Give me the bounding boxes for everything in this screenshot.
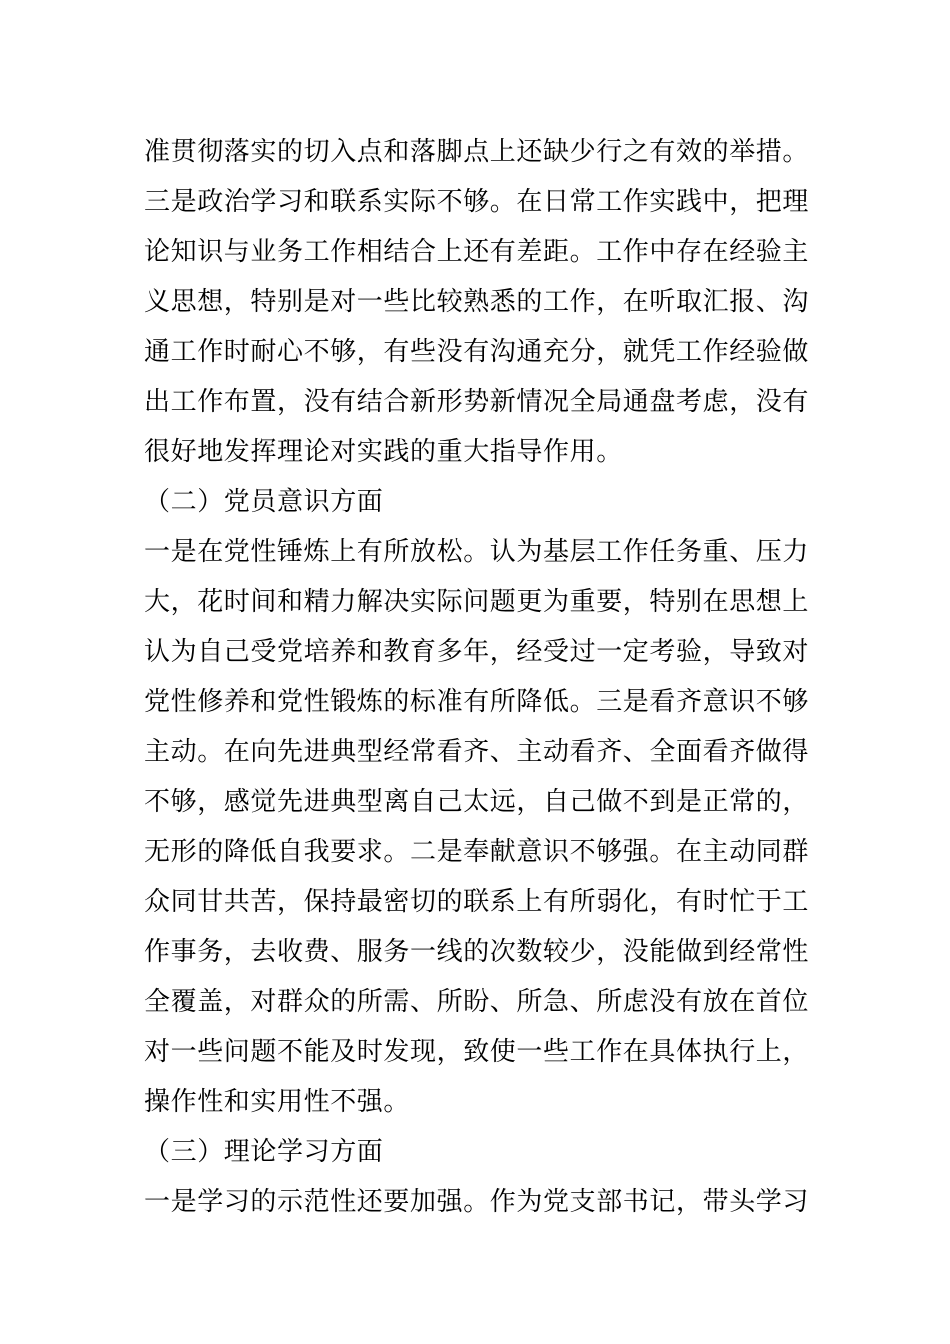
paragraph-line: 三是政治学习和联系实际不够。在日常工作实践中，把理: [144, 187, 810, 217]
paragraph-line: 准贯彻落实的切入点和落脚点上还缺少行之有效的举措。: [144, 137, 810, 167]
paragraph-line: 通工作时耐心不够，有些没有沟通充分，就凭工作经验做: [144, 337, 810, 367]
paragraph-line: 作事务，去收费、服务一线的次数较少，没能做到经常性: [144, 937, 810, 967]
paragraph-line: 论知识与业务工作相结合上还有差距。工作中存在经验主: [144, 237, 810, 267]
section-heading: （三）理论学习方面: [144, 1137, 384, 1167]
paragraph-line: 主动。在向先进典型经常看齐、主动看齐、全面看齐做得: [144, 737, 810, 767]
paragraph-line: 操作性和实用性不强。: [144, 1087, 411, 1117]
paragraph-line: 大，花时间和精力解决实际问题更为重要，特别在思想上: [144, 587, 810, 617]
paragraph-line: 一是学习的示范性还要加强。作为党支部书记，带头学习: [144, 1187, 810, 1217]
paragraph-line: 全覆盖，对群众的所需、所盼、所急、所虑没有放在首位: [144, 987, 810, 1017]
paragraph-line: 众同甘共苦，保持最密切的联系上有所弱化，有时忙于工: [144, 887, 810, 917]
paragraph-line: 出工作布置，没有结合新形势新情况全局通盘考虑，没有: [144, 387, 810, 417]
paragraph-line: 不够，感觉先进典型离自己太远，自己做不到是正常的，: [144, 787, 810, 817]
paragraph-line: 一是在党性锤炼上有所放松。认为基层工作任务重、压力: [144, 537, 810, 567]
paragraph-line: 很好地发挥理论对实践的重大指导作用。: [144, 437, 623, 467]
section-heading: （二）党员意识方面: [144, 487, 384, 517]
paragraph-line: 义思想，特别是对一些比较熟悉的工作，在听取汇报、沟: [144, 287, 810, 317]
document-body: [144, 127, 809, 1227]
paragraph-line: 无形的降低自我要求。二是奉献意识不够强。在主动同群: [144, 837, 810, 867]
paragraph-line: 认为自己受党培养和教育多年，经受过一定考验，导致对: [144, 637, 810, 667]
paragraph-line: 对一些问题不能及时发现，致使一些工作在具体执行上，: [144, 1037, 810, 1067]
paragraph-line: 党性修养和党性锻炼的标准有所降低。三是看齐意识不够: [144, 687, 810, 717]
